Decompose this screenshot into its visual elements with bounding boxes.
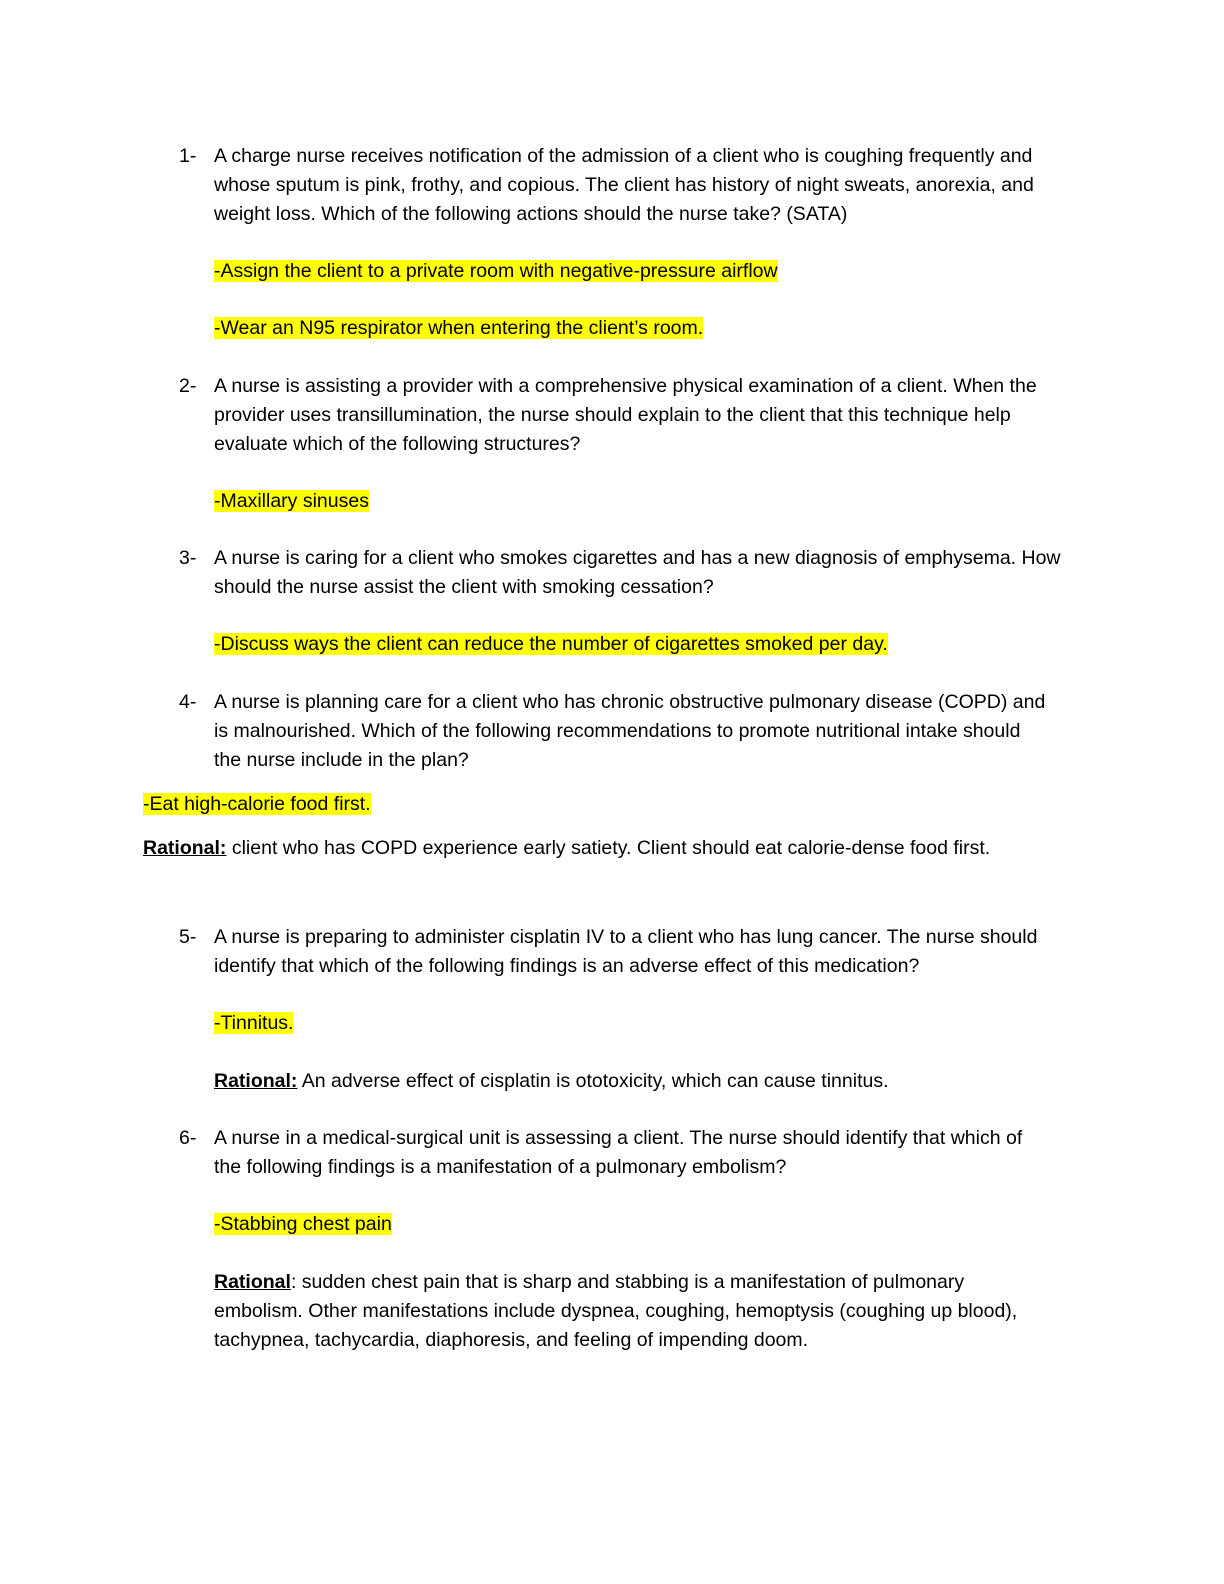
- question-5-line-2: identify that which of the following findings is an adverse effect of this medication?: [214, 955, 920, 977]
- rational-text: client who has COPD experience early satiety. Client should eat calorie-dense food first.: [226, 837, 991, 859]
- question-2-line-1: A nurse is assisting a provider with a comprehensive physical examination of a client. When the: [214, 375, 1037, 397]
- question-6-text: [214, 1124, 1022, 1182]
- question-6-line-1: A nurse in a medical-surgical unit is assessing a client. The nurse should identify that which of: [214, 1127, 1023, 1149]
- question-4-line-1: A nurse is planning care for a client who has chronic obstructive pulmonary disease (COPD) and: [214, 691, 1046, 713]
- question-3-line-1: A nurse is caring for a client who smokes cigarettes and has a new diagnosis of emphysema. How: [214, 547, 1061, 569]
- question-3-number: 3-: [179, 547, 197, 569]
- question-4-answer-1: [143, 790, 371, 819]
- rational-label: Rational:: [214, 1070, 298, 1092]
- question-1-answer-1: [214, 257, 778, 286]
- question-4-line-2: is malnourished. Which of the following recommendations to promote nutritional intake should: [214, 720, 1021, 742]
- highlighted-answer: -Wear an N95 respirator when entering the client’s room.: [214, 317, 704, 339]
- highlighted-answer: -Discuss ways the client can reduce the number of cigarettes smoked per day.: [214, 633, 888, 655]
- highlighted-answer: -Eat high-calorie food first.: [143, 793, 371, 815]
- question-6-answer-1: [214, 1210, 392, 1239]
- question-2-line-3: evaluate which of the following structures?: [214, 433, 581, 455]
- rational-line-2: embolism. Other manifestations include dyspnea, coughing, hemoptysis (coughing up blood),: [214, 1300, 1018, 1322]
- question-1-answer-2: [214, 314, 703, 343]
- question-5-answer-1: [214, 1009, 293, 1038]
- question-3-line-2: should the nurse assist the client with smoking cessation?: [214, 576, 714, 598]
- highlighted-answer: -Stabbing chest pain: [214, 1213, 392, 1235]
- question-4-rational: [143, 834, 990, 863]
- rational-line-1: [214, 1268, 1017, 1297]
- question-3-text: [214, 544, 1061, 602]
- question-6-rational: [214, 1268, 1017, 1355]
- question-2-answer-1: [214, 487, 369, 516]
- question-2-text: [214, 372, 1037, 459]
- question-1-line-2: whose sputum is pink, frothy, and copious. The client has history of night sweats, anorexia, and: [214, 174, 1034, 196]
- question-4-text: [214, 688, 1045, 775]
- rational-text: An adverse effect of cisplatin is ototoxicity, which can cause tinnitus.: [297, 1070, 889, 1092]
- rational-label: Rational: [214, 1271, 291, 1293]
- question-5-rational: [214, 1067, 889, 1096]
- question-5-text: [214, 923, 1037, 981]
- question-1-text: [214, 142, 1034, 229]
- question-2-number: 2-: [179, 375, 197, 397]
- question-1-line-1: A charge nurse receives notification of the admission of a client who is coughing frequently and: [214, 145, 1033, 167]
- question-5-number: 5-: [179, 926, 197, 948]
- rational-text: : sudden chest pain that is sharp and stabbing is a manifestation of pulmonary: [290, 1271, 965, 1293]
- question-4-number: 4-: [179, 691, 197, 713]
- question-3-answer-1: [214, 630, 888, 659]
- highlighted-answer: -Maxillary sinuses: [214, 490, 369, 512]
- question-1-line-3: weight loss. Which of the following actions should the nurse take? (SATA): [214, 203, 848, 225]
- rational-line-3: tachypnea, tachycardia, diaphoresis, and feeling of impending doom.: [214, 1329, 809, 1351]
- highlighted-answer: -Assign the client to a private room with negative-pressure airflow: [214, 260, 778, 282]
- highlighted-answer: -Tinnitus.: [214, 1012, 294, 1034]
- question-4-line-3: the nurse include in the plan?: [214, 749, 469, 771]
- question-6-line-2: the following findings is a manifestation of a pulmonary embolism?: [214, 1156, 787, 1178]
- question-5-line-1: A nurse is preparing to administer cisplatin IV to a client who has lung cancer. The nurse should: [214, 926, 1038, 948]
- question-6-number: 6-: [179, 1127, 197, 1149]
- question-1-number: 1-: [179, 145, 197, 167]
- question-2-line-2: provider uses transillumination, the nurse should explain to the client that this technique help: [214, 404, 1011, 426]
- rational-label: Rational:: [143, 837, 227, 859]
